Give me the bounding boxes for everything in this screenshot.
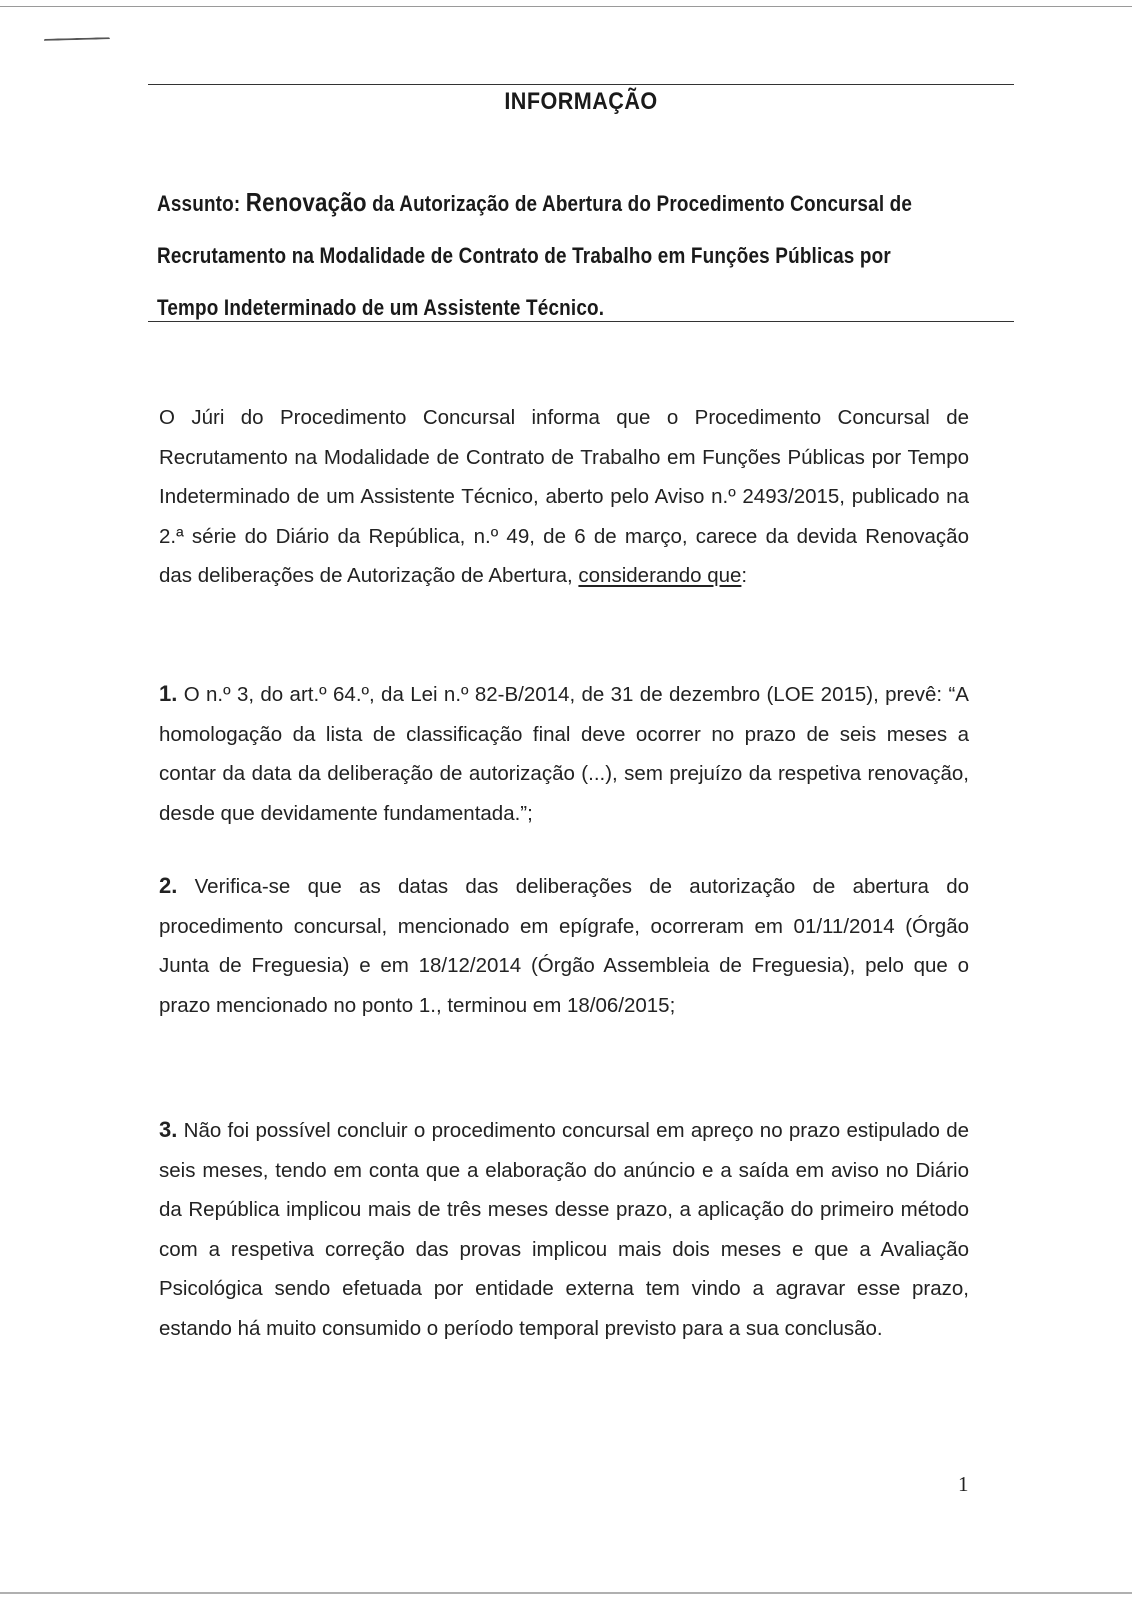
intro-underlined-text: considerando que bbox=[578, 564, 742, 587]
point-1-text: O n.º 3, do art.º 64.º, da Lei n.º 82-B/2014, de 31 de dezembro (LOE 2015), prevê: “A homologação da lista de classificação final deve ocorrer no prazo de seis meses a contar da data da deliberação de autorização (...), sem prejuízo da respetiva renovação, desde que devidamente fundamentada.”; bbox=[159, 683, 969, 825]
header-rule-top bbox=[148, 84, 1014, 85]
intro-paragraph bbox=[159, 398, 969, 596]
page-number: 1 bbox=[958, 1472, 969, 1496]
header-rule-bottom bbox=[148, 321, 1014, 322]
document-heading: INFORMAÇÃO bbox=[504, 88, 658, 115]
point-3-paragraph bbox=[159, 1110, 969, 1348]
point-1-paragraph bbox=[159, 674, 969, 833]
point-2-number: 2. bbox=[159, 873, 178, 898]
subject-first-word: Renovação bbox=[245, 187, 367, 217]
intro-colon: : bbox=[741, 564, 748, 587]
point-2-text: Verifica-se que as datas das deliberações de autorização de abertura do procedimento concursal, mencionado em epígrafe, ocorreram em 01/11/2014 (Órgão Junta de Freguesia) e em 18/12/2014 (Órgão Assembleia de Freguesia), pelo que o prazo mencionado no ponto 1., terminou em 18/06/2015; bbox=[159, 875, 969, 1017]
intro-text: O Júri do Procedimento Concursal informa que o Procedimento Concursal de Recrutamento na Modalidade de Contrato de Trabalho em Funções Públicas por Tempo Indeterminado de um Assistente Técnico, aberto pelo Aviso n.º 2493/2015, publicado na 2.ª série do Diário da República, n.º 49, de 6 de março, carece da devida Renovação das deliberações de Autorização de Abertura, bbox=[159, 406, 969, 587]
subject-block bbox=[157, 176, 914, 334]
point-3-text: Não foi possível concluir o procedimento concursal em apreço no prazo estipulado de seis meses, tendo em conta que a elaboração do anúncio e a saída em aviso no Diário da República implicou mais de três meses desse prazo, a aplicação do primeiro método com a respetiva correção das provas implicou mais dois meses e que a Avaliação Psicológica sendo efetuada por entidade externa tem vindo a agravar esse prazo, estando há muito consumido o período temporal previsto para a sua conclusão. bbox=[159, 1119, 969, 1340]
point-1-number: 1. bbox=[159, 681, 178, 706]
point-3-number: 3. bbox=[159, 1117, 178, 1142]
staple-mark bbox=[44, 37, 110, 44]
subject-label: Assunto: bbox=[157, 191, 241, 216]
scan-edge-bottom bbox=[0, 1592, 1132, 1594]
subject-text: da Autorização de Abertura do Procedimento Concursal de Recrutamento na Modalidade de Contrato de Trabalho em Funções Públicas por Tempo Indeterminado de um Assistente Técnico. bbox=[157, 191, 913, 320]
point-2-paragraph bbox=[159, 866, 969, 1025]
scan-edge-top bbox=[0, 6, 1132, 7]
